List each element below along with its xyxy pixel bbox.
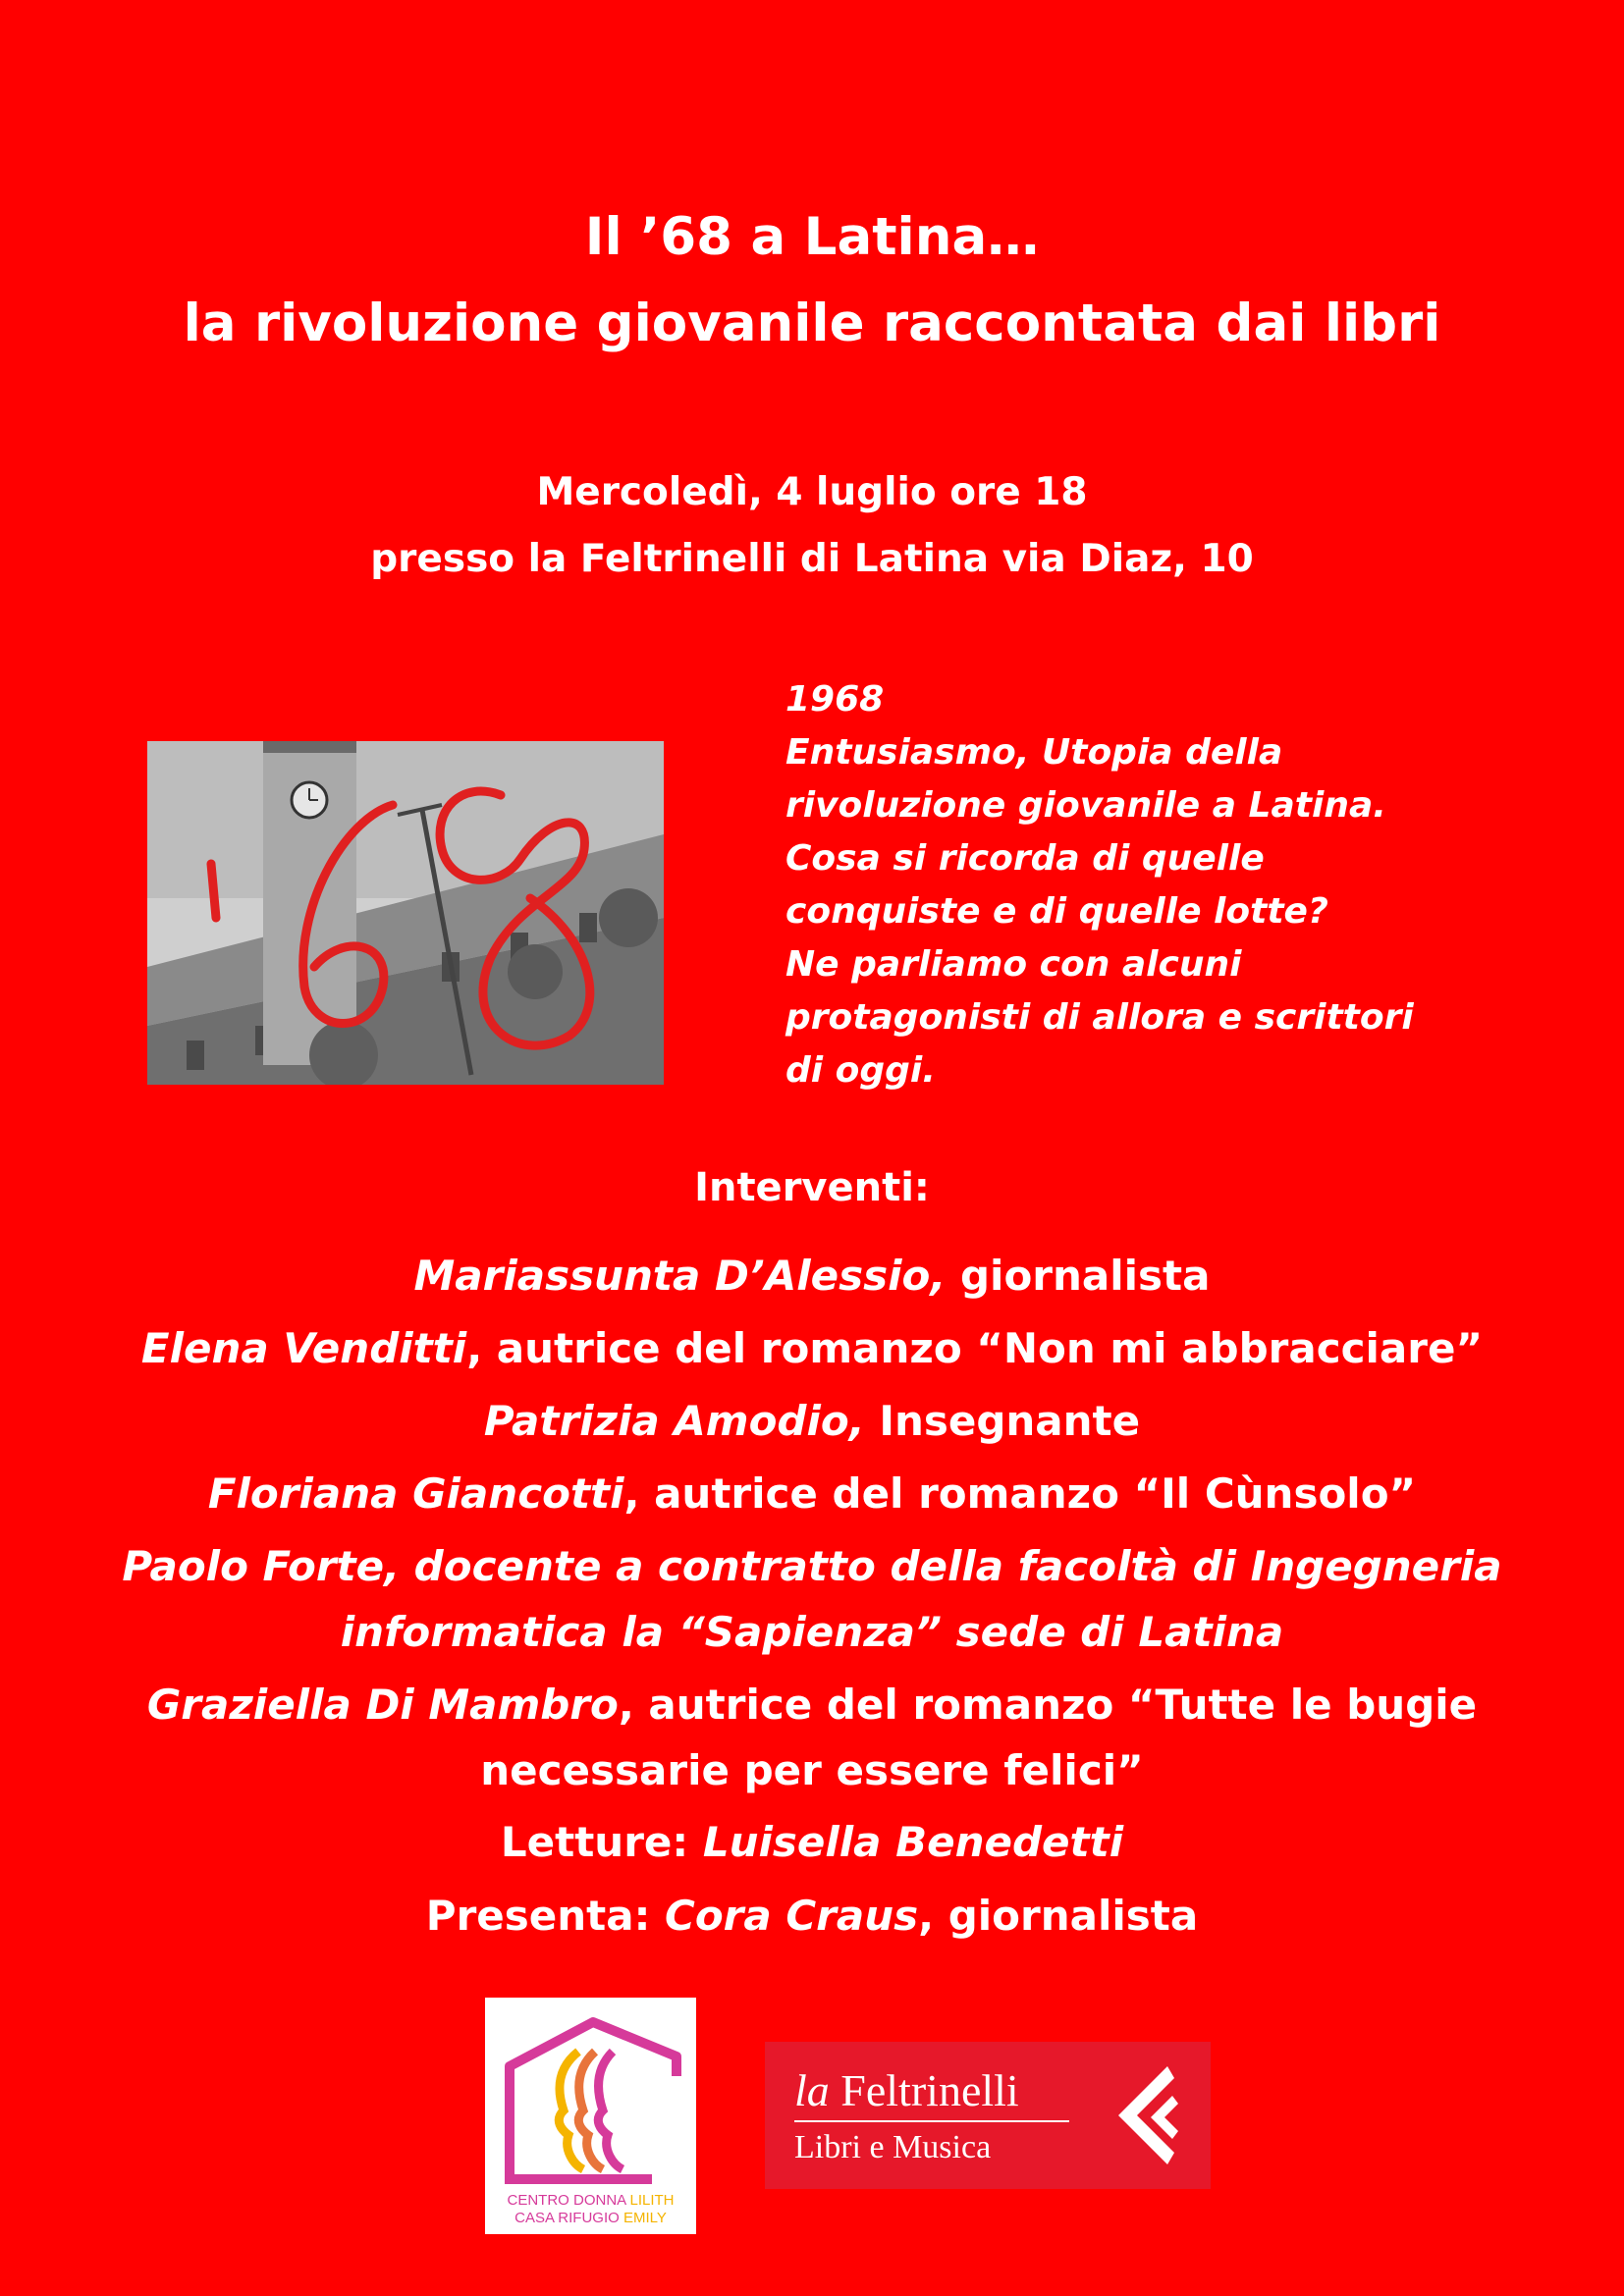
speaker-line: [0, 1672, 1624, 1737]
speaker-role: , autrice del romanzo “Non mi abbracciare”: [466, 1324, 1484, 1372]
presenter-role: , giornalista: [918, 1892, 1199, 1940]
speaker-role: giornalista: [946, 1252, 1211, 1300]
description-line: di oggi.: [785, 1050, 936, 1091]
feltrinelli-f-icon: [1113, 2066, 1187, 2164]
lilith-caption-line1-b: LILITH: [629, 2192, 675, 2209]
speaker-line: [0, 1737, 1624, 1803]
lilith-caption-line2-b: EMILY: [623, 2210, 667, 2226]
speaker-line: [0, 1388, 1624, 1454]
speaker-role: Insegnante: [864, 1397, 1141, 1445]
speaker-role: , autrice del romanzo “Tutte le bugie: [618, 1681, 1478, 1729]
description-line: 1968: [785, 679, 885, 720]
speaker-name: Graziella Di Mambro: [146, 1681, 619, 1729]
feltrinelli-wordmark: [794, 2065, 1019, 2116]
speaker-role: necessarie per essere felici”: [480, 1746, 1144, 1794]
readings-label: Letture:: [500, 1818, 703, 1866]
la-feltrinelli-logo: [765, 2042, 1211, 2189]
speaker-line: [0, 1533, 1624, 1599]
speaker-name: informatica la “Sapienza” sede di Latina: [340, 1608, 1284, 1656]
lilith-caption-line1-a: CENTRO DONNA: [507, 2192, 630, 2209]
speaker-role: , autrice del romanzo “Il Cùnsolo”: [623, 1469, 1417, 1518]
speaker-name: Patrizia Amodio,: [483, 1397, 865, 1445]
speaker-line: [0, 1315, 1624, 1381]
lilith-house-icon: [485, 1998, 696, 2184]
description-line: rivoluzione giovanile a Latina.: [785, 785, 1386, 826]
latina-tower-photo: [147, 741, 664, 1085]
title-line-2: la rivoluzione giovanile raccontata dai libri: [183, 294, 1441, 353]
presenter-label: Presenta:: [425, 1892, 665, 1940]
presenter-line: [0, 1883, 1624, 1949]
tower-photo-illustration: [147, 741, 664, 1085]
description-line: Entusiasmo, Utopia della: [785, 732, 1283, 773]
speaker-name: Elena Venditti: [140, 1324, 467, 1372]
speaker-line: [0, 1599, 1624, 1665]
description-line: Ne parliamo con alcuni: [785, 944, 1242, 985]
lilith-caption: [485, 2192, 696, 2227]
interventi-heading: Interventi:: [694, 1165, 930, 1210]
description-line: protagonisti di allora e scrittori: [785, 997, 1414, 1038]
title-line-1: Il ’68 a Latina…: [584, 207, 1040, 267]
centro-donna-lilith-logo: [485, 1998, 696, 2234]
speaker-name: Mariassunta D’Alessio,: [413, 1252, 947, 1300]
event-date: Mercoledì, 4 luglio ore 18: [536, 470, 1088, 514]
presenter-name: Cora Craus: [665, 1892, 919, 1940]
feltrinelli-subtitle: Libri e Musica: [794, 2129, 992, 2165]
feltrinelli-name: Feltrinelli: [840, 2065, 1019, 2115]
readings-name: Luisella Benedetti: [702, 1818, 1124, 1866]
speaker-line: [0, 1243, 1624, 1308]
event-description: [785, 673, 1434, 1097]
readings-line: [0, 1809, 1624, 1875]
speaker-name: Paolo Forte, docente a contratto della facoltà di Ingegneria: [122, 1542, 1502, 1590]
lilith-caption-line2-a: CASA RIFUGIO: [514, 2210, 623, 2226]
description-line: Cosa si ricorda di quelle: [785, 838, 1265, 879]
feltrinelli-divider: [794, 2120, 1069, 2122]
speaker-line: [0, 1461, 1624, 1526]
feltrinelli-la: la: [794, 2065, 830, 2115]
event-place: presso la Feltrinelli di Latina via Diaz, 10: [370, 537, 1254, 581]
description-line: conquiste e di quelle lotte?: [785, 891, 1328, 932]
speaker-name: Floriana Giancotti: [207, 1469, 624, 1518]
